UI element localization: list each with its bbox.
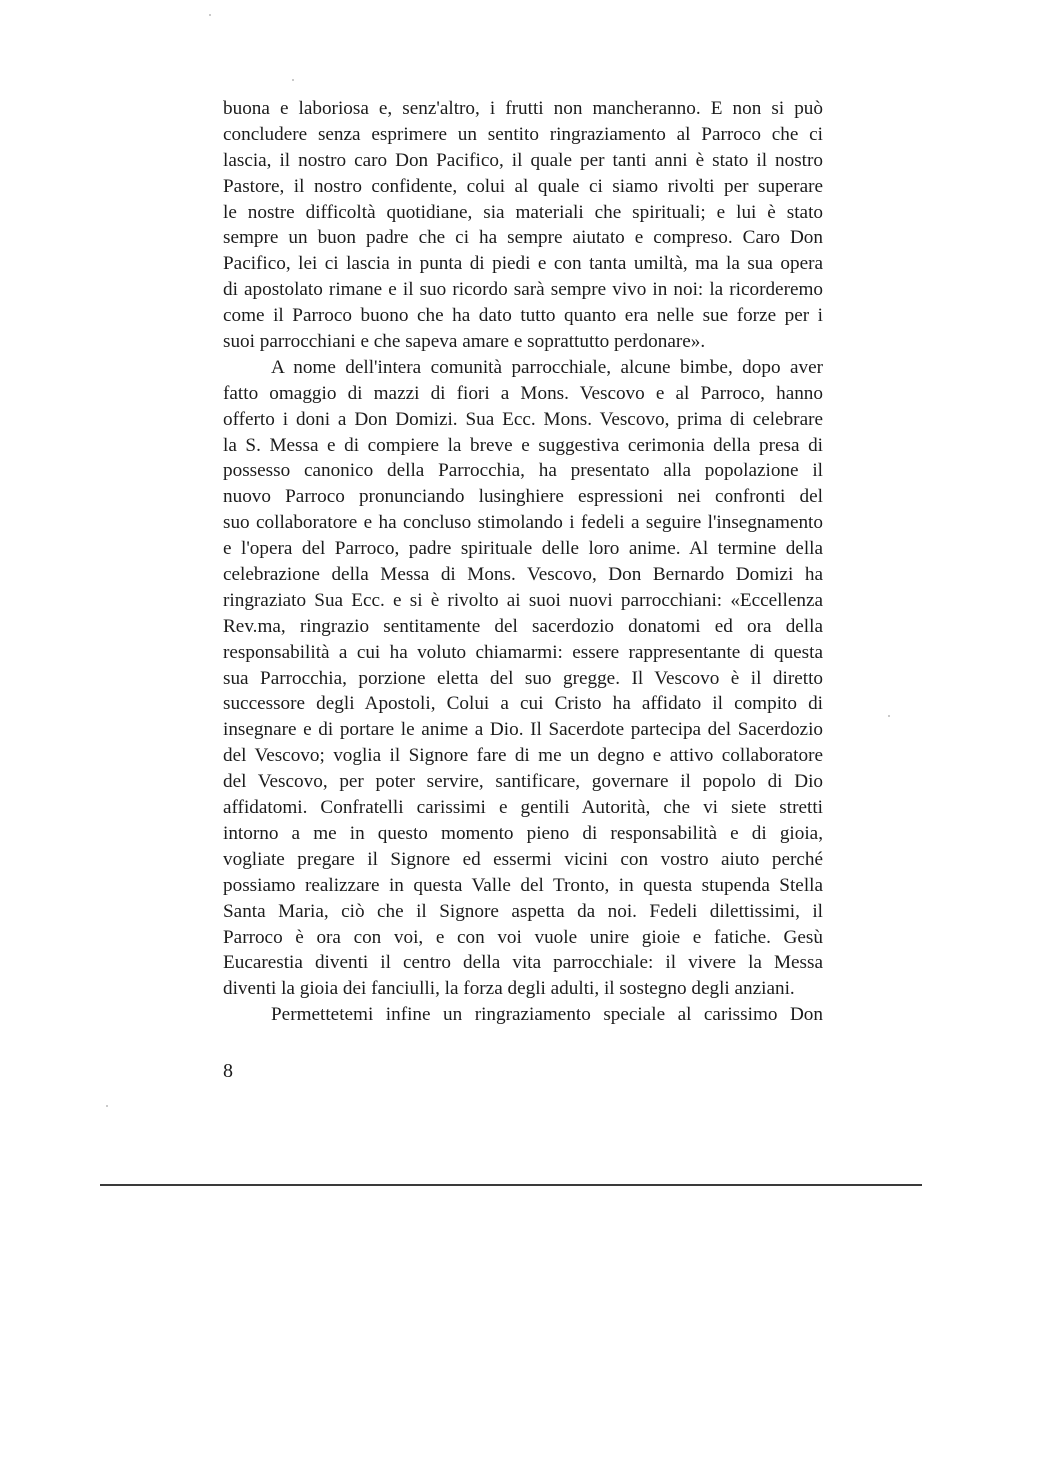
text-line: Pacifico, lei ci lascia in punta di piedi e con tanta umiltà, ma la sua opera [223, 253, 823, 275]
scan-speck [209, 14, 211, 16]
scan-speck [888, 715, 890, 717]
scan-speck [292, 79, 294, 81]
scan-speck [106, 1105, 108, 1107]
text-line: Eucarestia diventi il centro della vita parrocchiale: il vivere la Messa [223, 952, 823, 974]
text-line: del Vescovo, per poter servire, santificare, governare il popolo di Dio [223, 771, 823, 793]
text-line: di apostolato rimane e il suo ricordo sarà sempre vivo in noi: la ricorderemo [223, 279, 823, 301]
text-line: possiamo realizzare in questa Valle del Tronto, in questa stupenda Stella [223, 874, 823, 896]
page-number: 8 [223, 1060, 233, 1082]
text-line: vogliate pregare il Signore ed essermi vicini con vostro aiuto perché [223, 848, 823, 870]
horizontal-rule [100, 1184, 922, 1186]
text-line: affidatomi. Confratelli carissimi e gentili Autorità, che vi siete stretti [223, 797, 823, 819]
text-line: Permettetemi infine un ringraziamento speciale al carissimo Don [271, 1004, 823, 1026]
text-line: celebrazione della Messa di Mons. Vescovo, Don Bernardo Domizi ha [223, 564, 823, 586]
text-line: suoi parrocchiani e che sapeva amare e soprattutto perdonare». [223, 331, 706, 353]
text-line: offerto i doni a Don Domizi. Sua Ecc. Mons. Vescovo, prima di celebrare [223, 408, 823, 430]
text-line: A nome dell'intera comunità parrocchiale, alcune bimbe, dopo aver [271, 356, 823, 378]
text-line: sua Parrocchia, porzione eletta del suo gregge. Il Vescovo è il diretto [223, 667, 823, 689]
text-line: suo collaboratore e ha concluso stimolando i fedeli a seguire l'insegnamento [223, 512, 823, 534]
text-line: possesso canonico della Parrocchia, ha presentato alla popolazione il [223, 460, 823, 482]
text-line: sempre un buon padre che ci ha sempre aiutato e compreso. Caro Don [223, 227, 823, 249]
text-line: Pastore, il nostro confidente, colui al quale ci siamo rivolti per superare [223, 175, 823, 197]
text-line: intorno a me in questo momento pieno di responsabilità e di gioia, [223, 822, 823, 844]
text-line: come il Parroco buono che ha dato tutto quanto era nelle sue forze per i [223, 305, 823, 327]
text-line: del Vescovo; voglia il Signore fare di me un degno e attivo collaboratore [223, 745, 823, 767]
text-line: e l'opera del Parroco, padre spirituale delle loro anime. Al termine della [223, 538, 823, 560]
text-line: nuovo Parroco pronunciando lusinghiere espressioni nei confronti del [223, 486, 823, 508]
text-line: Parroco è ora con voi, e con voi vuole unire gioie e fatiche. Gesù [223, 926, 823, 948]
text-line: responsabilità a cui ha voluto chiamarmi: essere rappresentante di questa [223, 641, 823, 663]
text-line: concludere senza esprimere un sentito ringraziamento al Parroco che ci [223, 123, 823, 145]
text-line: Santa Maria, ciò che il Signore aspetta da noi. Fedeli dilettissimi, il [223, 900, 823, 922]
text-line: insegnare e di portare le anime a Dio. Il Sacerdote partecipa del Sacerdozio [223, 719, 823, 741]
text-line: Rev.ma, ringrazio sentitamente del sacerdozio donatomi ed ora della [223, 615, 823, 637]
text-line: le nostre difficoltà quotidiane, sia materiali che spirituali; e lui è stato [223, 201, 823, 223]
text-line: ringraziato Sua Ecc. e si è rivolto ai suoi nuovi parrocchiani: «Eccellenza [223, 589, 823, 611]
text-line: successore degli Apostoli, Colui a cui Cristo ha affidato il compito di [223, 693, 823, 715]
body-text [223, 96, 823, 1028]
text-line: diventi la gioia dei fanciulli, la forza degli adulti, il sostegno degli anziani. [223, 978, 795, 1000]
text-line: lascia, il nostro caro Don Pacifico, il quale per tanti anni è stato il nostro [223, 149, 823, 171]
text-line: la S. Messa e di compiere la breve e suggestiva cerimonia della presa di [223, 434, 823, 456]
text-line: buona e laboriosa e, senz'altro, i frutti non mancheranno. E non si può [223, 98, 823, 119]
text-line: fatto omaggio di mazzi di fiori a Mons. Vescovo e al Parroco, hanno [223, 382, 823, 404]
